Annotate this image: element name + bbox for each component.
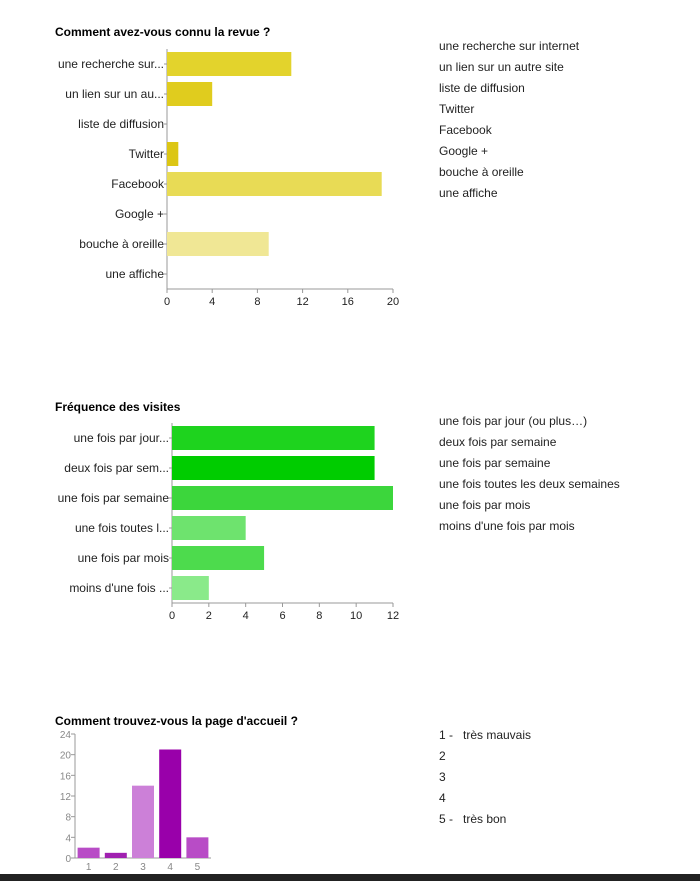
chart1-bar: [167, 52, 291, 76]
chart1-category-label: Twitter: [128, 147, 164, 161]
chart1-bar: [167, 232, 269, 256]
chart1-legend-item: une recherche sur internet: [439, 39, 580, 53]
chart3-title: Comment trouvez-vous la page d'accueil ?: [55, 714, 298, 728]
chart3-y-tick-label: 4: [65, 833, 71, 845]
chart2-x-tick-label: 6: [279, 610, 286, 622]
chart1-legend-item: liste de diffusion: [439, 81, 525, 95]
chart3-bar: [78, 848, 100, 858]
chart1-legend-item: Facebook: [439, 123, 492, 137]
chart1-legend: [439, 36, 579, 204]
chart3-legend-number: 3: [439, 770, 446, 784]
chart2-category-label: deux fois par sem...: [64, 461, 169, 475]
chart3-bar: [105, 853, 127, 858]
chart2-bar: [172, 456, 375, 480]
chart2-x-tick-label: 4: [242, 610, 249, 622]
chart2-title: Fréquence des visites: [55, 400, 181, 414]
chart2-bar: [172, 576, 209, 600]
chart1-category-label: liste de diffusion: [78, 117, 164, 131]
chart1-title: Comment avez-vous connu la revue ?: [55, 25, 271, 39]
chart1-bar: [167, 82, 212, 106]
chart3-x-tick-label: 5: [194, 862, 201, 873]
chart3-x-tick-label: 1: [85, 862, 92, 873]
chart2-legend-item: une fois toutes les deux semaines: [439, 477, 620, 491]
chart2-bar: [172, 426, 375, 450]
chart1-legend-item: un lien sur un autre site: [439, 60, 564, 74]
chart3-legend-number: 1 -: [439, 728, 454, 742]
chart3-bar: [159, 750, 181, 859]
chart3-legend-number: 5 -: [439, 812, 454, 826]
chart2-category-label: une fois par jour...: [73, 431, 169, 445]
chart3-y-tick-label: 20: [59, 750, 71, 762]
chart2-x-tick-label: 12: [386, 610, 400, 622]
chart1-x-tick-label: 0: [163, 296, 171, 308]
chart1-category-label: une recherche sur...: [57, 57, 164, 71]
chart1-x-tick-label: 20: [386, 296, 400, 308]
chart3-y-tick-label: 24: [59, 730, 71, 741]
chart3-y-tick-label: 8: [65, 812, 71, 824]
chart3-legend-number: 2: [439, 749, 446, 763]
chart2-legend-item: une fois par mois: [439, 498, 531, 512]
chart3-x-tick-label: 3: [140, 862, 146, 873]
chart3-legend-item: [439, 767, 531, 788]
chart3-legend-label: très bon: [463, 812, 507, 826]
chart2-category-label: une fois par semaine: [57, 491, 169, 505]
chart3-legend-item: [439, 809, 531, 830]
chart2-x-tick-label: 0: [168, 610, 176, 622]
chart2-category-label: une fois toutes l...: [74, 521, 169, 535]
chart3-legend-item: [439, 788, 531, 809]
chart2-x-tick-label: 8: [316, 610, 323, 622]
chart1-category-label: Google +: [114, 207, 164, 221]
chart3-y-tick-label: 12: [59, 792, 71, 803]
page-footer-bar: [0, 874, 700, 881]
chart2-legend-item: deux fois par semaine: [439, 435, 557, 449]
chart3-bar: [132, 786, 154, 858]
chart2-category-label: une fois par mois: [77, 551, 169, 565]
chart3-legend-item: [439, 725, 531, 746]
chart2-plot: [0, 415, 430, 625]
chart1-category-label: une affiche: [105, 267, 164, 281]
chart3-x-tick-label: 2: [113, 862, 119, 873]
chart3-plot: [0, 728, 240, 874]
chart1-x-tick-label: 8: [254, 296, 261, 308]
chart3-legend-number: 4: [439, 791, 446, 805]
chart3-x-tick-label: 4: [167, 862, 173, 873]
chart1-category-label: un lien sur un au...: [65, 87, 164, 101]
chart3-legend: [439, 725, 531, 830]
chart1-bar: [167, 142, 178, 166]
chart1-legend-item: bouche à oreille: [439, 165, 524, 179]
chart3-legend-label: très mauvais: [463, 728, 532, 742]
chart2-legend-item: moins d'une fois par mois: [439, 519, 575, 533]
chart3-y-tick-label: 16: [59, 771, 71, 783]
chart1-x-tick-label: 12: [296, 296, 309, 308]
chart1-category-label: bouche à oreille: [79, 237, 164, 251]
chart3-y-tick-label: 0: [65, 854, 71, 865]
chart1-plot: [0, 40, 430, 320]
chart1-x-tick-label: 4: [209, 296, 216, 308]
chart2-legend-item: une fois par jour (ou plus…): [439, 414, 588, 428]
chart1-legend-item: Twitter: [439, 102, 475, 116]
chart2-category-label: moins d'une fois ...: [69, 581, 169, 595]
chart2-legend-item: une fois par semaine: [439, 456, 551, 470]
chart1-legend-item: Google +: [439, 144, 489, 158]
chart1-x-tick-label: 16: [341, 296, 354, 308]
chart2-legend: [439, 411, 620, 537]
chart1-category-label: Facebook: [111, 177, 164, 191]
chart3-legend-item: [439, 746, 531, 767]
chart2-bar: [172, 546, 264, 570]
chart3-bar: [186, 837, 208, 858]
chart2-bar: [172, 486, 393, 510]
chart1-bar: [167, 172, 382, 196]
chart2-bar: [172, 516, 246, 540]
chart2-x-tick-label: 2: [205, 610, 212, 622]
chart1-legend-item: une affiche: [439, 186, 498, 200]
chart2-x-tick-label: 10: [350, 610, 363, 622]
